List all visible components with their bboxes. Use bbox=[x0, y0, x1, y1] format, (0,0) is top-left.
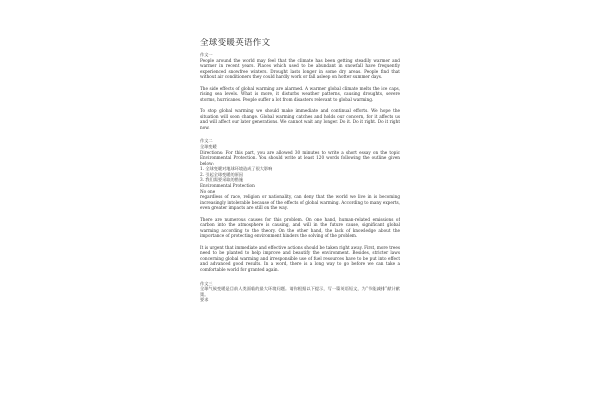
essay-2-directions: Directions: For this part, you are allowed 30 minutes to write a short essay on the topic Environmental Protection. You should write at least 120 words following the outline given below: bbox=[200, 149, 400, 166]
essay-2-heading: 作文二 bbox=[200, 138, 213, 144]
document-page bbox=[200, 38, 400, 394]
essay-3-line-1: 全球气候变暖是目前人类面临的最大环境问题。请你根据以下提示，写一篇英语短文，为“节能减排”献计献策。 bbox=[200, 286, 400, 297]
essay-2-subtitle: 全球变暖 bbox=[200, 143, 217, 149]
essay-2-opening: No one bbox=[200, 188, 216, 194]
essay-2-paragraph-2: There are numerous causes for this problem. On one hand, human-related emissions of carbon into the atmosphere is causing, and will in the future cause, significant global warming according to the theory. On the other hand, the lack of knowledge about the importance of protecting environment hinders the solving of the problem. bbox=[200, 216, 400, 239]
essay-2-paragraph-1: regardless of race, religion or nationality, can deny that the world we live in is becoming increasingly intolerable because of the effects of global warming. According to many experts, even greater impacts are still on the way. bbox=[200, 194, 400, 211]
essay-3-heading: 作文三 bbox=[200, 280, 213, 286]
essay-2-paragraph-3: It is urgent that immediate and effective actions should be taken right away. First, more trees need to be planted to help improve and beautify the environment. Besides, stricter laws concerning global warming and irresponsible use of fuel resources have to be put into effect and advanced good results. In a word, there is a long way to go before we can take a comfortable world for granted again. bbox=[200, 244, 400, 272]
essay-1-paragraph-2: The side effects of global warming are alarmed. A warmer global climate melts the ice caps, rising sea levels. What is more, it disturbs weather patterns, causing droughts, severe storms, hurricanes. People suffer a lot from disasters relevant to global warming. bbox=[200, 85, 400, 102]
essay-1-paragraph-3: To stop global warming we should make immediate and continual efforts. We hope the situation will soon change. Global warming catches and holds our concern, for it affects us and will affect our later generations. We cannot wait any longer. Do it. Do it right. Do it right now. bbox=[200, 107, 400, 130]
essay-2-outline-3: 3. 我们需要采取的措施 bbox=[200, 177, 244, 183]
essay-3-line-2: 要求 bbox=[200, 297, 209, 303]
essay-1-paragraph-1: People around the world may feel that the climate has been getting steadily warmer and warmer in recent years. Places which used to be abundant in snowfall have frequently experienced snowfree winters. Drought lasts longer in some dry areas. People find that without air conditioners they could hardly work or fall asleep on hotter summer days. bbox=[200, 57, 400, 80]
essay-2-outline-1: 1. 全球变暖对地球环境造成了很大影响 bbox=[200, 166, 273, 172]
essay-2-outline-2: 2. 引起全球变暖的原因 bbox=[200, 171, 244, 177]
essay-1-heading: 作文一 bbox=[200, 52, 213, 57]
essay-2-essay-title: Environmental Protection bbox=[200, 183, 255, 189]
document-title: 全球变暖英语作文 bbox=[200, 38, 271, 48]
